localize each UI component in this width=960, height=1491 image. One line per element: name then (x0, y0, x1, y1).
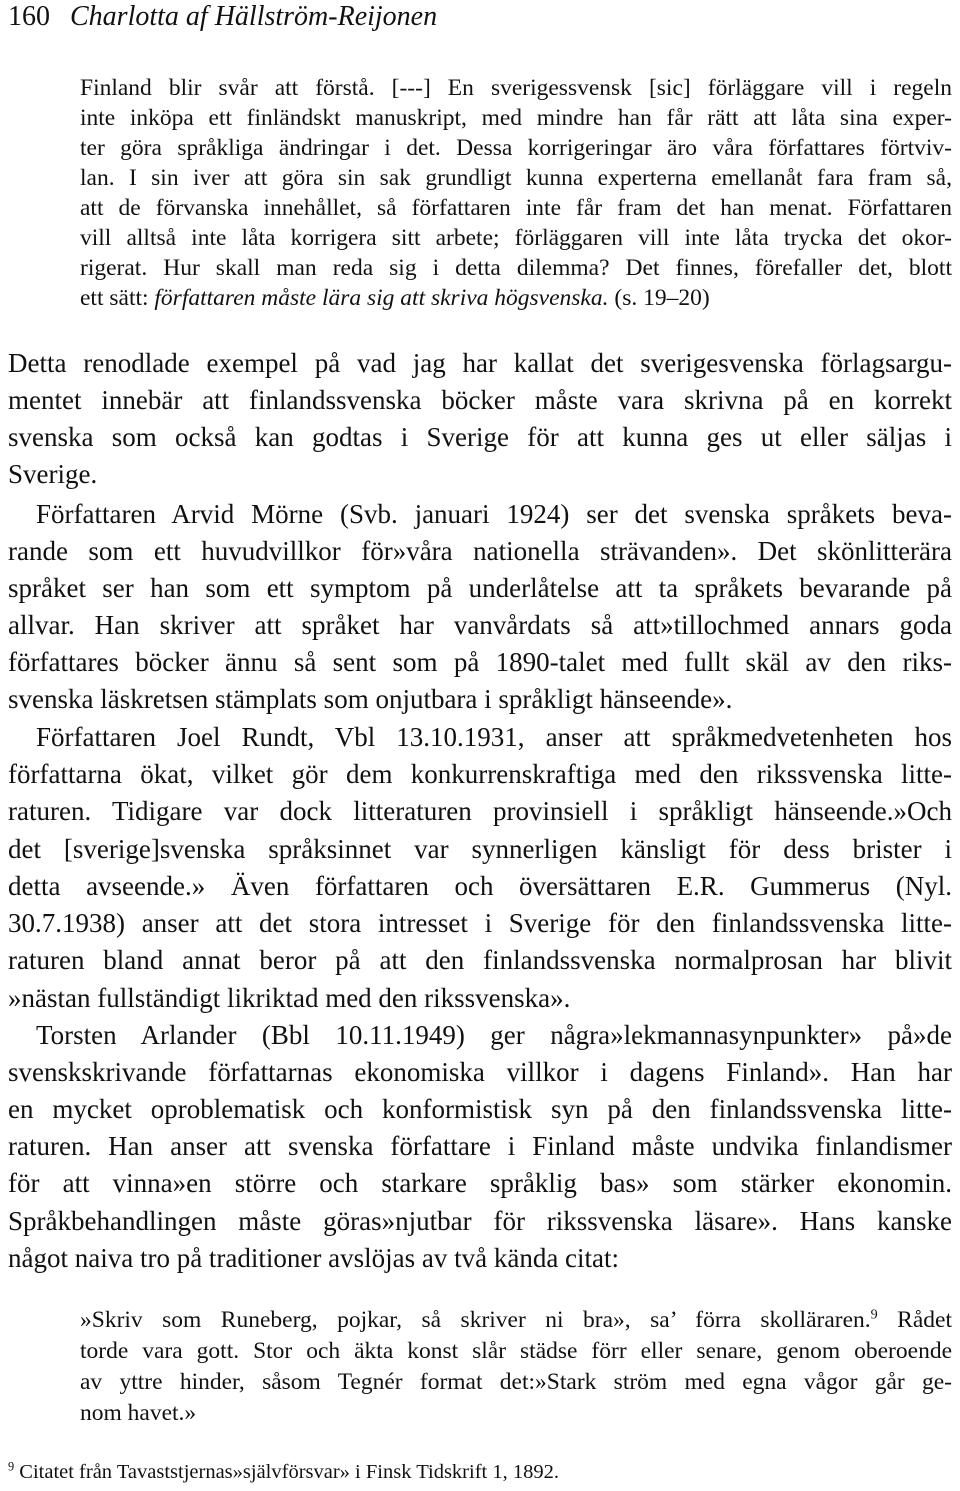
body-line: författares böcker ännu så sent som på 1890-talet med fullt skäl av den riks- (8, 647, 952, 677)
quote1-line: lan. I sin iver att göra sin sak grundligt kunna experterna emellanåt fara fram så, (80, 165, 952, 191)
body-line: Detta renodlade exempel på vad jag har kallat det sverigesvenska förlagsargu- (8, 348, 952, 378)
quote1-last-line (80, 283, 710, 313)
body-line: språket ser han som ett symptom på underlåtelse att ta språkets bevarande på (8, 573, 952, 603)
quote2-line: av yttre hinder, såsom Tegnér format det:»Stark ström med egna vågor går ge- (80, 1369, 952, 1395)
footnote (8, 1459, 559, 1485)
body-line: svenska läskretsen stämplats som onjutbara i språkligt hänseende». (8, 684, 733, 714)
page-number: 160 (8, 1, 50, 32)
quote1-italic-phrase: författaren måste lära sig att skriva högsvenska. (154, 285, 609, 311)
body-line: allvar. Han skriver att språket har vanvårdats så att»tillochmed annars goda (8, 610, 952, 640)
quote2-line: torde vara gott. Stor och äkta konst slår städse förr eller senare, genom oberoende (80, 1338, 952, 1364)
body-line: mentet innebär att finlandssvenska böcker måste vara skrivna på en korrekt (8, 385, 952, 415)
body-line: raturen. Han anser att svenska författare i Finland måste undvika finlandismer (8, 1131, 952, 1161)
quote1-line: inte inköpa ett finländskt manuskript, med mindre han får rätt att låta sina exper- (80, 105, 952, 131)
quote1-line: att de förvanska innehållet, så författaren inte får fram det han menat. Författaren (80, 195, 952, 221)
quote2-text: »Skriv som Runeberg, pojkar, så skriver ni bra», sa’ förra skolläraren. (80, 1307, 871, 1333)
body-line: något naiva tro på traditioner avslöjas av två kända citat: (8, 1243, 620, 1273)
body-line: för att vinna»en större och starkare språklig bas» som stärker ekonomin. (8, 1168, 952, 1198)
quote1-citation: (s. 19–20) (608, 285, 710, 311)
quote2-text-after: Rådet (877, 1307, 952, 1333)
footnote-reference: 9 (870, 1306, 878, 1323)
body-paragraph-start: Författaren Joel Rundt, Vbl 13.10.1931, anser att språkmedvetenheten hos (36, 722, 952, 752)
running-header-author: Charlotta af Hällström-Reijonen (70, 1, 438, 32)
quote1-line: Finland blir svår att förstå. [---] En sverigessvensk [sic] förläggare vill i regeln (80, 75, 952, 101)
body-line: Språkbehandlingen måste göras»njutbar för rikssvenska läsare». Hans kanske (8, 1206, 952, 1236)
body-line: 30.7.1938) anser att det stora intresset i Sverige för den finlandssvenska litte- (8, 908, 952, 938)
quote1-last-prefix: ett sätt: (80, 285, 155, 311)
quote2-line: nom havet.» (80, 1400, 197, 1426)
body-line: svenskskrivande författarnas ekonomiska villkor i dagens Finland». Han har (8, 1057, 952, 1087)
body-line: en mycket oproblematisk och konformistisk syn på den finlandssvenska litte- (8, 1094, 952, 1124)
body-line: rande som ett huvudvillkor för»våra nationella strävanden». Det skönlitterära (8, 536, 952, 566)
body-paragraph-start: Författaren Arvid Mörne (Svb. januari 1924) ser det svenska språkets beva- (36, 499, 952, 529)
quote1-line: rigerat. Hur skall man reda sig i detta dilemma? Det finnes, förefaller det, blott (80, 255, 952, 281)
body-line: det [sverige]svenska språksinnet var synnerligen känsligt för dess brister i (8, 834, 952, 864)
quote1-line: ter göra språkliga ändringar i det. Dessa korrigeringar äro våra författares förtviv- (80, 135, 952, 161)
body-line: raturen. Tidigare var dock litteraturen provinsiell i språkligt hänseende.»Och (8, 796, 952, 826)
body-line: Sverige. (8, 459, 98, 489)
running-header (8, 0, 437, 34)
footnote-marker: 9 (8, 1459, 15, 1474)
quote1-line: vill alltså inte låta korrigera sitt arbete; förläggaren vill inte låta trycka det okor- (80, 225, 952, 251)
body-line: detta avseende.» Även författaren och översättaren E.R. Gummerus (Nyl. (8, 871, 952, 901)
footnote-text: Citatet från Tavaststjernas»självförsvar» i Finsk Tidskrift 1, 1892. (19, 1461, 559, 1483)
quote2-first-line (80, 1305, 952, 1335)
body-paragraph-start: Torsten Arlander (Bbl 10.11.1949) ger några»lekmannasynpunkter» på»de (36, 1020, 952, 1050)
body-line: författarna ökat, vilket gör dem konkurrenskraftiga med den rikssvenska litte- (8, 759, 952, 789)
body-line: svenska som också kan godtas i Sverige för att kunna ges ut eller säljas i (8, 422, 952, 452)
body-line: »nästan fullständigt likriktad med den rikssvenska». (8, 983, 571, 1013)
body-line: raturen bland annat beror på att den finlandssvenska normalprosan har blivit (8, 945, 952, 975)
